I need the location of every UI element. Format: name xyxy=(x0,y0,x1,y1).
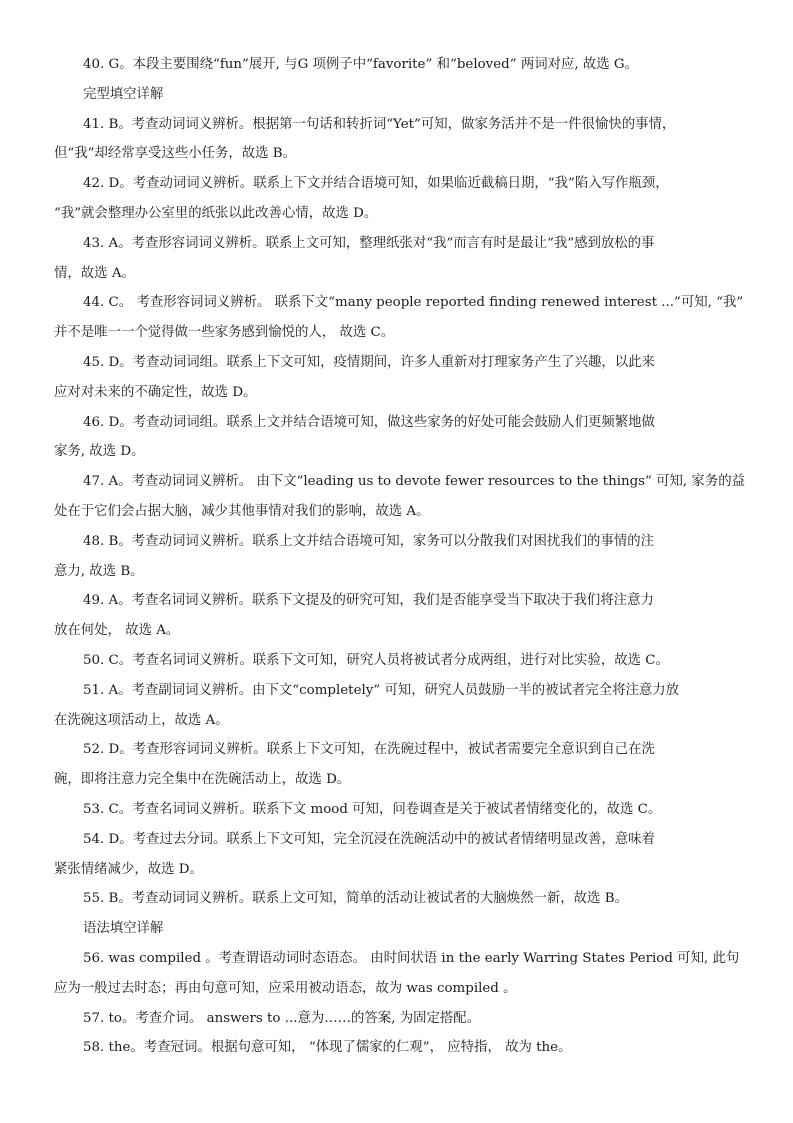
text-line: 54. D。考查过去分词。联系上下文可知，完全沉浸在洗碗活动中的被试者情绪明显改善，意味着 xyxy=(83,831,655,847)
text-line: 52. D。考查形容词词义辨析。联系上下文可知，在洗碗过程中，被试者需要完全意识到自己在洗 xyxy=(83,742,655,758)
text-line: 58. the。考查冠词。根据句意可知， “体现了儒家的仁观”， 应特指， 故为 the。 xyxy=(83,1040,572,1056)
text-line: 意力, 故选 B。 xyxy=(54,563,144,579)
text-line: “我”就会整理办公室里的纸张以此改善心情，故选 D。 xyxy=(54,205,378,221)
text-line: 49. A。考查名词词义辨析。联系下文提及的研究可知，我们是否能享受当下取决于我们将注意力 xyxy=(83,593,654,609)
text-line: 家务, 故选 D。 xyxy=(54,444,145,460)
text-line: 放在何处， 故选 A。 xyxy=(54,623,180,639)
text-line: 在洗碗这项活动上，故选 A。 xyxy=(54,712,229,728)
text-line: 47. A。考查动词词义辨析。 由下文“leading us to devote fewer resources to the things” 可知, 家务的益 xyxy=(83,474,745,490)
text-line: 57. to。考查介词。 answers to ...意为……的答案, 为固定搭配。 xyxy=(83,1010,481,1026)
text-line: 50. C。考查名词词义辨析。联系下文可知，研究人员将被试者分成两组，进行对比实验，故选 C。 xyxy=(83,652,669,668)
text-line: 41. B。考查动词词义辨析。根据第一句话和转折词“Yet”可知，做家务活并不是一件很愉快的事情， xyxy=(83,116,676,132)
section-heading-grammar: 语法填空详解 xyxy=(83,921,164,937)
text-line: 46. D。考查动词词组。联系上文并结合语境可知，做这些家务的好处可能会鼓励人们更频繁地做 xyxy=(83,414,655,430)
text-line: 56. was compiled 。考查谓语动词时态语态。 由时间状语 in the early Warring States Period 可知, 此句 xyxy=(83,950,740,966)
text-line: 但“我”却经常享受这些小任务，故选 B。 xyxy=(54,146,297,162)
section-heading-cloze: 完型填空详解 xyxy=(83,86,164,102)
text-line: 应对对未来的不确定性，故选 D。 xyxy=(54,384,257,400)
text-line: 53. C。考查名词词义辨析。联系下文 mood 可知，问卷调查是关于被试者情绪变化的，故选 C。 xyxy=(83,801,662,817)
text-line: 48. B。考查动词词义辨析。联系上文并结合语境可知，家务可以分散我们对困扰我们的事情的注 xyxy=(83,533,655,549)
text-line: 42. D。考查动词词义辨析。联系上下文并结合语境可知，如果临近截稿日期，“我”陷入写作瓶颈， xyxy=(83,176,669,192)
text-line: 紧张情绪减少，故选 D。 xyxy=(54,861,203,877)
text-line: 51. A。考查副词词义辨析。由下文“completely” 可知，研究人员鼓励一半的被试者完全将注意力放 xyxy=(83,682,680,698)
answer-explanations xyxy=(54,50,754,1063)
text-line: 40. G。本段主要围绕“fun”展开, 与G 项例子中“favorite” 和“beloved” 两词对应, 故选 G。 xyxy=(83,57,639,72)
text-line: 43. A。考查形容词词义辨析。联系上文可知，整理纸张对“我”而言有时是最让“我”感到放松的事 xyxy=(83,235,655,251)
text-line: 55. B。考查动词词义辨析。联系上文可知，简单的活动让被试者的大脑焕然一新，故选 B。 xyxy=(83,891,628,907)
text-line: 45. D。考查动词词组。联系上下文可知，疫情期间，许多人重新对打理家务产生了兴趣，以此来 xyxy=(83,354,655,370)
text-line: 处在于它们会占据大脑，减少其他事情对我们的影响，故选 A。 xyxy=(54,503,430,519)
text-line: 应为一般过去时态；再由句意可知，应采用被动语态，故为 was compiled 。 xyxy=(54,980,517,996)
text-line: 44. C。 考查形容词词义辨析。 联系下文“many people reported finding renewed interest ...”可知, “我” xyxy=(83,295,744,311)
text-line: 碗，即将注意力完全集中在洗碗活动上，故选 D。 xyxy=(54,772,351,788)
text-line: 情，故选 A。 xyxy=(54,265,135,281)
text-line: 并不是唯一一个觉得做一些家务感到愉悦的人， 故选 C。 xyxy=(54,325,395,341)
